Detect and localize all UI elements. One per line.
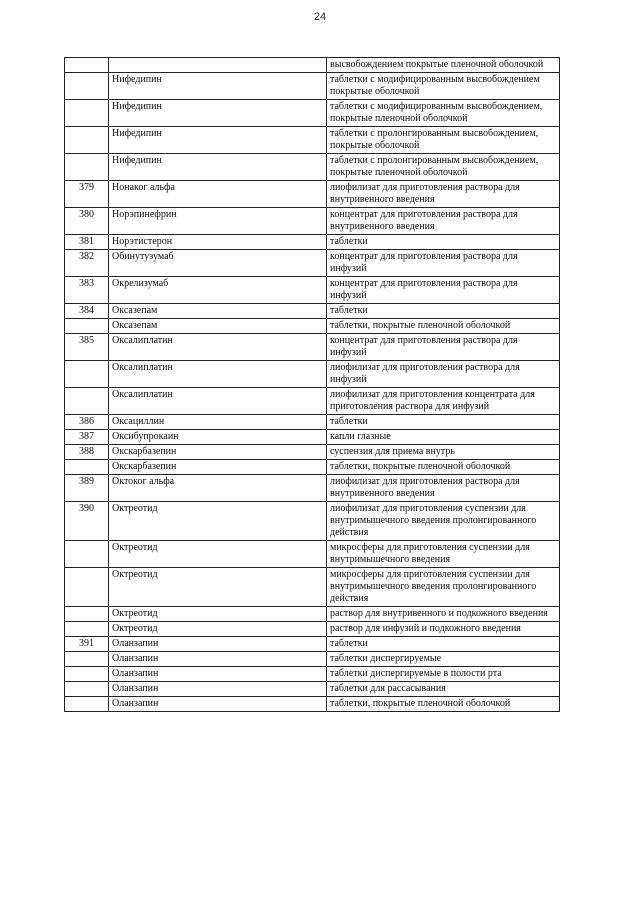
dosage-form: таблетки, покрытые пленочной оболочкой (327, 460, 560, 475)
table-row (65, 127, 560, 154)
table-row (65, 475, 560, 502)
table-row (65, 622, 560, 637)
table-row (65, 445, 560, 460)
drug-name: Окскарбазепин (109, 445, 327, 460)
drug-name: Оланзапин (109, 697, 327, 712)
dosage-form: таблетки с пролонгированным высвобождением, покрытые пленочной оболочкой (327, 154, 560, 181)
drug-name: Октреотид (109, 541, 327, 568)
drug-name: Нифедипин (109, 73, 327, 100)
table-row (65, 154, 560, 181)
drug-name: Нонаког альфа (109, 181, 327, 208)
table-row (65, 73, 560, 100)
row-number: 389 (65, 475, 109, 502)
dosage-form: концентрат для приготовления раствора для инфузий (327, 250, 560, 277)
dosage-form: таблетки (327, 415, 560, 430)
drug-name: Октреотид (109, 622, 327, 637)
drug-name: Оланзапин (109, 667, 327, 682)
table-row (65, 568, 560, 607)
row-number: 380 (65, 208, 109, 235)
dosage-form: таблетки (327, 304, 560, 319)
dosage-form: высвобождением покрытые пленочной оболочкой (327, 58, 560, 73)
row-number (65, 361, 109, 388)
row-number (65, 73, 109, 100)
page-number: 24 (313, 11, 327, 23)
row-number (65, 607, 109, 622)
dosage-form: раствор для инфузий и подкожного введения (327, 622, 560, 637)
row-number (65, 154, 109, 181)
table-row (65, 502, 560, 541)
table-row (65, 250, 560, 277)
table-row (65, 415, 560, 430)
row-number: 384 (65, 304, 109, 319)
table-row (65, 607, 560, 622)
table-row (65, 697, 560, 712)
dosage-form: концентрат для приготовления раствора для внутривенного введения (327, 208, 560, 235)
drug-name: Октреотид (109, 502, 327, 541)
drug-name: Октреотид (109, 607, 327, 622)
dosage-form: микросферы для приготовления суспензии для внутримышечного введения (327, 541, 560, 568)
table-row (65, 100, 560, 127)
table-body (65, 58, 560, 712)
row-number (65, 58, 109, 73)
dosage-form: лиофилизат для приготовления суспензии для внутримышечного введения пролонгированного действия (327, 502, 560, 541)
row-number: 383 (65, 277, 109, 304)
row-number: 382 (65, 250, 109, 277)
drug-name: Оксазепам (109, 319, 327, 334)
drug-name: Октреотид (109, 568, 327, 607)
table-row (65, 319, 560, 334)
table-row (65, 58, 560, 73)
dosage-form: микросферы для приготовления суспензии для внутримышечного введения пролонгированного действия (327, 568, 560, 607)
drug-name: Оксазепам (109, 304, 327, 319)
dosage-form: раствор для внутривенного и подкожного введения (327, 607, 560, 622)
table-row (65, 541, 560, 568)
drug-name: Нифедипин (109, 154, 327, 181)
drug-name: Оксалиплатин (109, 388, 327, 415)
dosage-form: таблетки с модифицированным высвобождением, покрытые пленочной оболочкой (327, 100, 560, 127)
drug-name: Норэпинефрин (109, 208, 327, 235)
row-number (65, 667, 109, 682)
dosage-form: концентрат для приготовления раствора для инфузий (327, 277, 560, 304)
drug-name: Оксациллин (109, 415, 327, 430)
dosage-form: таблетки диспергируемые в полости рта (327, 667, 560, 682)
row-number (65, 652, 109, 667)
row-number: 391 (65, 637, 109, 652)
table-row (65, 682, 560, 697)
table-row (65, 277, 560, 304)
dosage-form: концентрат для приготовления раствора для инфузий (327, 334, 560, 361)
drug-name: Оксибупрокаин (109, 430, 327, 445)
drug-name (109, 58, 327, 73)
dosage-form: таблетки с пролонгированным высвобождением, покрытые оболочкой (327, 127, 560, 154)
table-row (65, 361, 560, 388)
drug-name: Оланзапин (109, 682, 327, 697)
dosage-form: таблетки (327, 235, 560, 250)
row-number (65, 697, 109, 712)
row-number (65, 319, 109, 334)
table-row (65, 460, 560, 475)
row-number: 387 (65, 430, 109, 445)
table-row (65, 637, 560, 652)
dosage-form: таблетки диспергируемые (327, 652, 560, 667)
drug-name: Оланзапин (109, 652, 327, 667)
drug-name: Обинутузумаб (109, 250, 327, 277)
row-number (65, 127, 109, 154)
drug-table (64, 57, 560, 712)
dosage-form: таблетки, покрытые пленочной оболочкой (327, 697, 560, 712)
table-row (65, 304, 560, 319)
table-row (65, 667, 560, 682)
drug-name: Оксалиплатин (109, 361, 327, 388)
row-number (65, 568, 109, 607)
row-number (65, 682, 109, 697)
dosage-form: лиофилизат для приготовления раствора для инфузий (327, 361, 560, 388)
dosage-form: лиофилизат для приготовления раствора для внутривенного введения (327, 475, 560, 502)
table-row (65, 334, 560, 361)
dosage-form: лиофилизат для приготовления концентрата для приготовления раствора для инфузий (327, 388, 560, 415)
dosage-form: таблетки для рассасывания (327, 682, 560, 697)
dosage-form: капли глазные (327, 430, 560, 445)
row-number (65, 541, 109, 568)
row-number (65, 622, 109, 637)
table-row (65, 181, 560, 208)
drug-name: Нифедипин (109, 100, 327, 127)
table-row (65, 235, 560, 250)
table-row (65, 652, 560, 667)
drug-name: Оксалиплатин (109, 334, 327, 361)
dosage-form: таблетки, покрытые пленочной оболочкой (327, 319, 560, 334)
row-number: 381 (65, 235, 109, 250)
drug-name: Нифедипин (109, 127, 327, 154)
row-number (65, 460, 109, 475)
row-number: 390 (65, 502, 109, 541)
row-number: 379 (65, 181, 109, 208)
dosage-form: таблетки с модифицированным высвобождением покрытые оболочкой (327, 73, 560, 100)
row-number: 386 (65, 415, 109, 430)
row-number: 385 (65, 334, 109, 361)
table-row (65, 430, 560, 445)
dosage-form: суспензия для приема внутрь (327, 445, 560, 460)
drug-name: Октоког альфа (109, 475, 327, 502)
dosage-form: таблетки (327, 637, 560, 652)
drug-name: Окрелизумаб (109, 277, 327, 304)
table-row (65, 208, 560, 235)
row-number (65, 100, 109, 127)
row-number: 388 (65, 445, 109, 460)
row-number (65, 388, 109, 415)
table-row (65, 388, 560, 415)
dosage-form: лиофилизат для приготовления раствора для внутривенного введения (327, 181, 560, 208)
drug-name: Оланзапин (109, 637, 327, 652)
drug-name: Окскарбазепин (109, 460, 327, 475)
drug-name: Норэтистерон (109, 235, 327, 250)
